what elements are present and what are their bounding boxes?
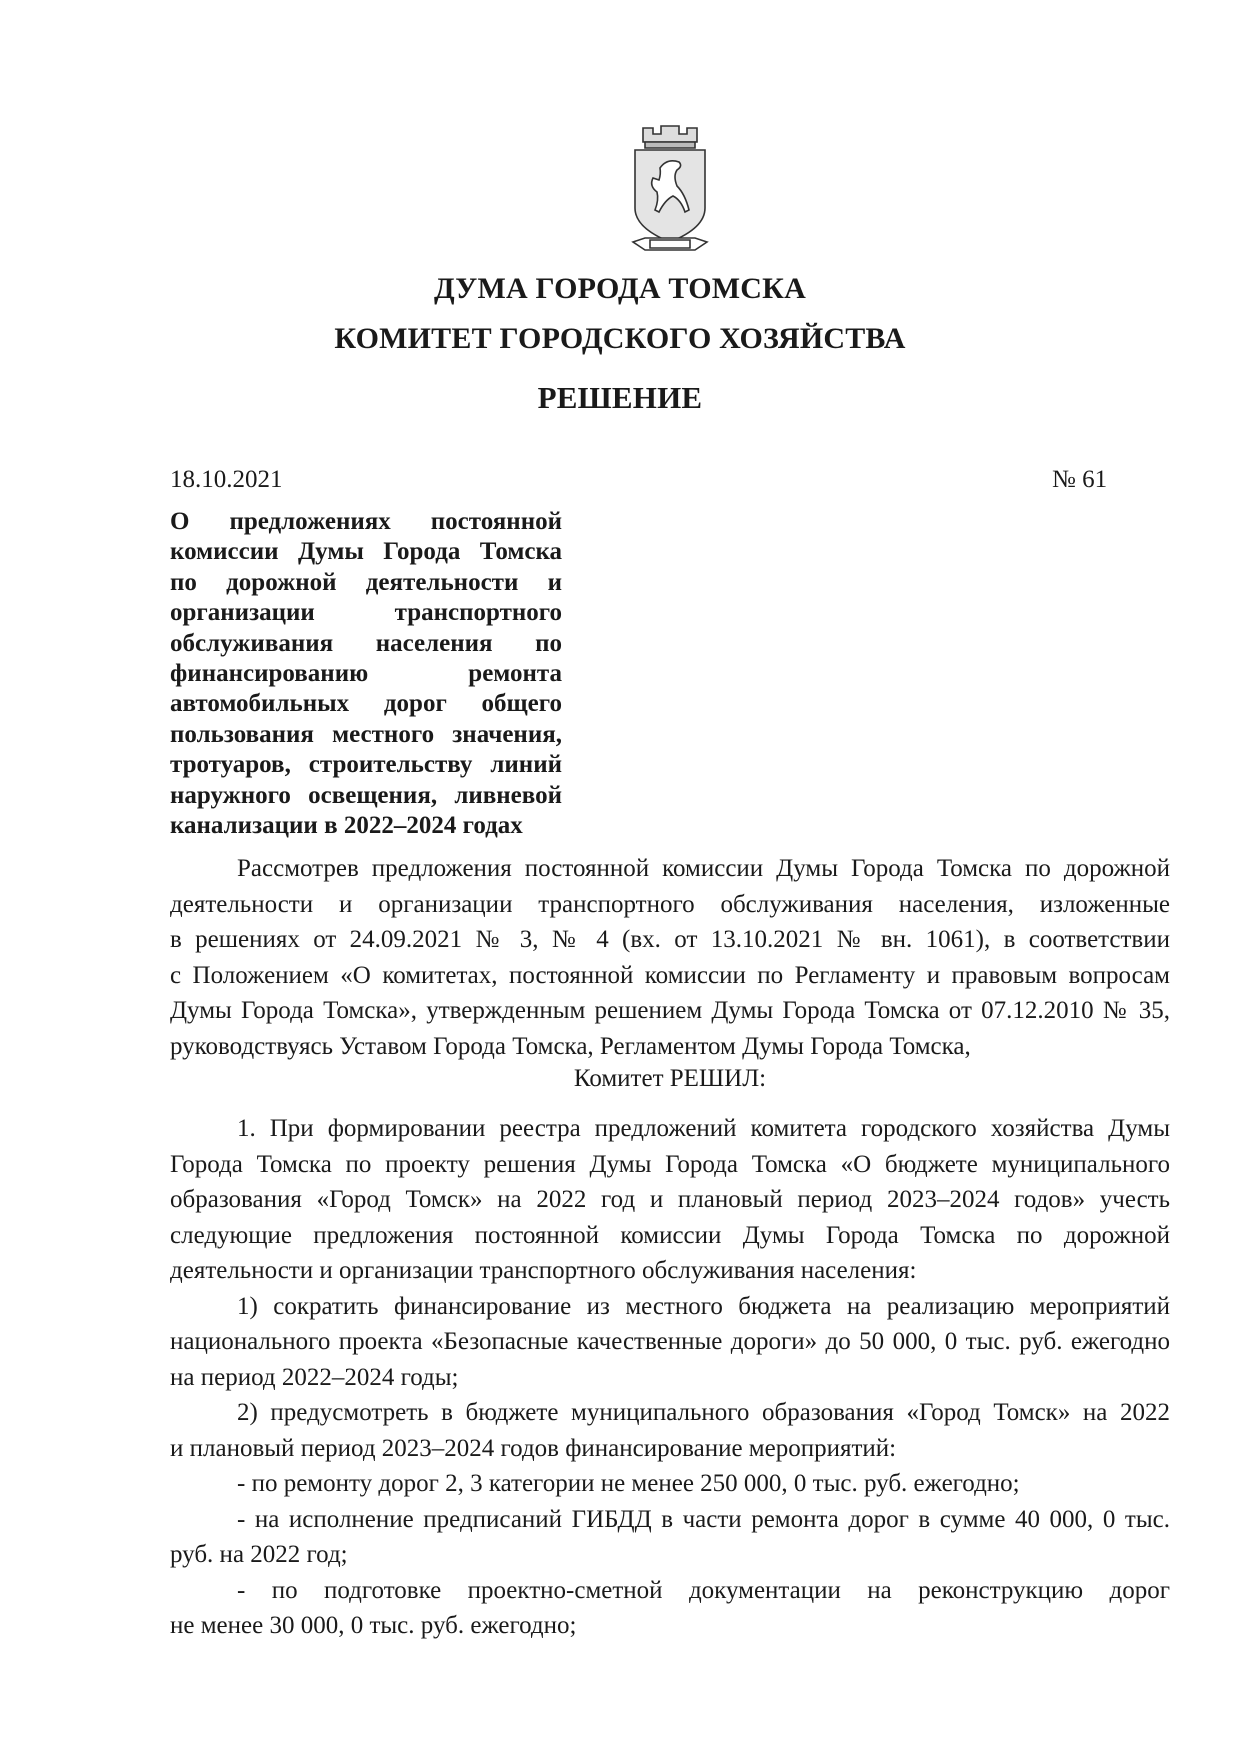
subject-line: финансированию ремонта bbox=[170, 660, 562, 688]
subject-line: организации транспортного bbox=[170, 599, 562, 627]
subject-line: комиссии Думы Города Томска bbox=[170, 538, 562, 566]
text-line: Рассмотрев предложения постоянной комиссии Думы Города Томска по дорожной bbox=[237, 855, 1170, 882]
subpoint-2-line: 2) предусмотреть в бюджете муниципального образования «Город Томск» на 2022 bbox=[237, 1399, 1170, 1426]
text-line: Думы Города Томска», утвержденным решением Думы Города Томска от 07.12.2010 № 35, bbox=[170, 997, 1170, 1024]
resolution-point-1 bbox=[170, 1111, 1170, 1644]
text-line: 1. При формировании реестра предложений комитета городского хозяйства Думы bbox=[237, 1115, 1170, 1142]
subject-line: пользования местного значения, bbox=[170, 720, 562, 748]
committee-name: КОМИТЕТ ГОРОДСКОГО ХОЗЯЙСТВА bbox=[334, 322, 906, 355]
resolution-heading: Комитет РЕШИЛ: bbox=[573, 1065, 767, 1092]
text-line: в решениях от 24.09.2021 № 3, № 4 (вх. от 13.10.2021 № вн. 1061), в соответствии bbox=[170, 926, 1170, 953]
bullet-gibdd-line: руб. на 2022 год; bbox=[170, 1541, 348, 1568]
subject-line: автомобильных дорог общего bbox=[170, 690, 562, 718]
subpoint-2-line: и плановый период 2023–2024 годов финансирование мероприятий: bbox=[170, 1434, 897, 1462]
coat-of-arms-emblem bbox=[615, 120, 725, 260]
subpoint-1-line: на период 2022–2024 годы; bbox=[170, 1363, 459, 1391]
bullet-design-docs-line: - по подготовке проектно-сметной документации на реконструкцию дорог bbox=[237, 1576, 1170, 1604]
subject-line: по дорожной деятельности и bbox=[170, 568, 562, 596]
document-type: РЕШЕНИЕ bbox=[537, 380, 703, 415]
bullet-road-repair: - по ремонту дорог 2, 3 категории не менее 250 000, 0 тыс. руб. ежегодно; bbox=[237, 1470, 1020, 1497]
text-line: руководствуясь Уставом Города Томска, Регламентом Думы Города Томска, bbox=[170, 1032, 971, 1060]
text-line: Города Томска по проекту решения Думы Города Томска «О бюджете муниципального bbox=[170, 1150, 1170, 1178]
subject-line: тротуаров, строительству линий bbox=[170, 751, 562, 779]
subpoint-1-line: 1) сократить финансирование из местного бюджета на реализацию мероприятий bbox=[237, 1292, 1170, 1320]
document-subject bbox=[170, 507, 562, 841]
subject-line: канализации в 2022–2024 годах bbox=[170, 812, 523, 840]
text-line: образования «Город Томск» на 2022 год и плановый период 2023–2024 годов» учесть bbox=[170, 1186, 1170, 1213]
preamble-paragraph bbox=[170, 851, 1170, 1064]
text-line: с Положением «О комитетах, постоянной комиссии по Регламенту и правовым вопросам bbox=[170, 961, 1170, 989]
document-date: 18.10.2021 bbox=[170, 466, 283, 493]
text-line: деятельности и организации транспортного обслуживания населения: bbox=[170, 1257, 917, 1284]
subject-line: О предложениях постоянной bbox=[170, 508, 562, 535]
text-line: деятельности и организации транспортного обслуживания населения, изложенные bbox=[170, 890, 1170, 918]
subject-line: наружного освещения, ливневой bbox=[170, 781, 562, 809]
subpoint-1-line: национального проекта «Безопасные качественные дороги» до 50 000, 0 тыс. руб. ежегодно bbox=[170, 1328, 1170, 1355]
bullet-design-docs-line: не менее 30 000, 0 тыс. руб. ежегодно; bbox=[170, 1612, 577, 1639]
text-line: следующие предложения постоянной комиссии Думы Города Томска по дорожной bbox=[170, 1221, 1170, 1249]
bullet-gibdd-line: - на исполнение предписаний ГИБДД в части ремонта дорог в сумме 40 000, 0 тыс. bbox=[237, 1505, 1170, 1533]
document-number: № 61 bbox=[1052, 466, 1108, 493]
subject-line: обслуживания населения по bbox=[170, 629, 562, 657]
organization-name: ДУМА ГОРОДА ТОМСКА bbox=[434, 272, 806, 305]
